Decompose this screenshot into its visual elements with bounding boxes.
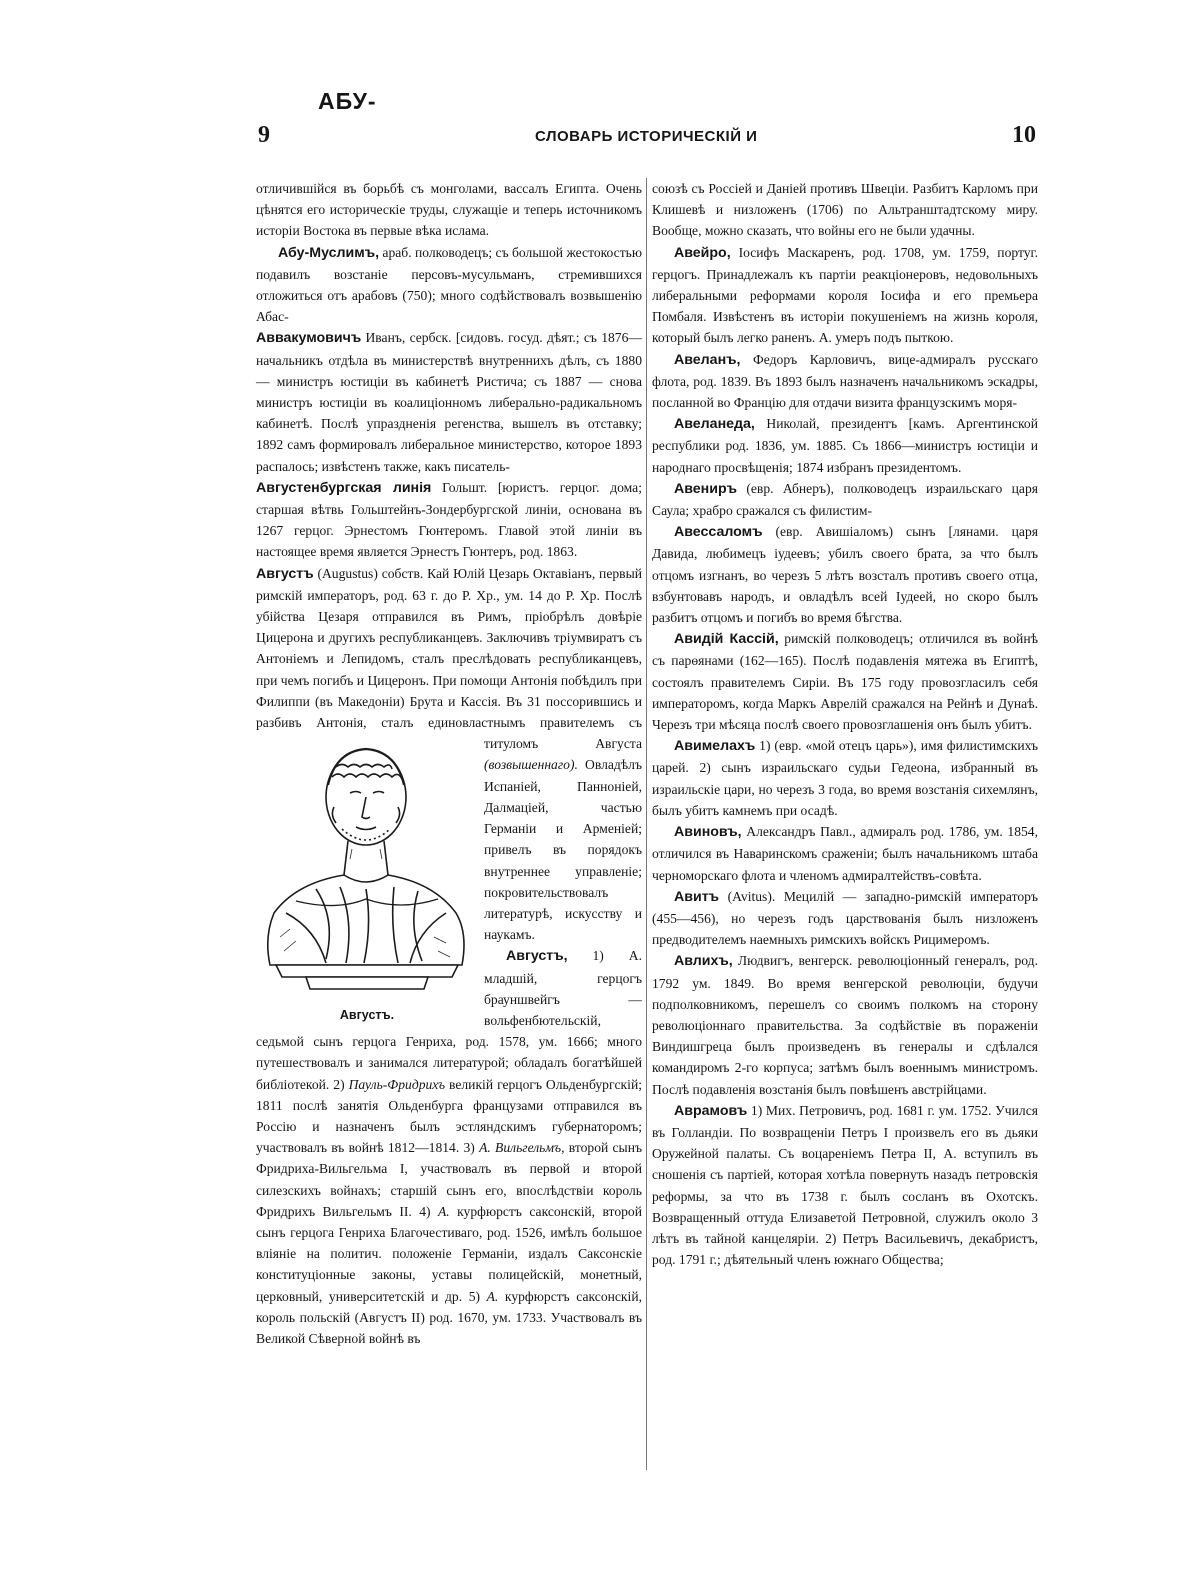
headword: Авимелахъ (674, 738, 756, 755)
headword: Августъ, (506, 948, 568, 965)
entry-text: курфюрстъ саксонскій, второй сынъ герцога Генриха Благочестиваго, род. 1526, имѣлъ большое вліяніе на политич. положеніе Германіи, издалъ Саксонскіе конституціонные законы, уставы полицейскій, монетный, церковный, университетскій и др. 5) (256, 1203, 642, 1304)
entry-text: курфюрстъ саксонскій, король польскій (Августъ II) род. 1670, ум. 1733. Участвовалъ въ Великой Сѣверной войнѣ въ (256, 1288, 642, 1346)
entry-avelaneda (652, 413, 1038, 478)
headword: Авейро, (674, 244, 731, 261)
entry-avidius-cassius (652, 628, 1038, 735)
entry-text: союзѣ съ Россіей и Даніей противъ Швеціи. Разбитъ Карломъ при Клишевѣ и низложенъ (1706) по Альтранштадтскому миру. Вообще, можно сказать, что войны его не были удачны. (652, 181, 1038, 239)
entry-text: Иванъ, сербск. [сидовъ. госуд. дѣят.; съ 1876—начальникъ отдѣла въ министерствѣ внутреннихъ дѣлъ, съ 1880 — министръ юстиціи въ кабинетѣ Ристича; съ 1887 — снова министръ юстиціи въ коалиціонномъ либерально-радикальномъ кабинетѣ. Послѣ упраздненія регенства, вышелъ въ отставку; 1892 самъ формировалъ либеральное министерство, которое 1893 распалось; извѣстенъ также, какъ писатель- (256, 330, 642, 474)
entry-text: римскій полководецъ; отличился въ войнѣ съ парѳянами (162—165). Послѣ подавленія мятежа въ Египтѣ, состоялъ правителемъ Сиріи. Въ 175 году провозгласилъ себя императоромъ, когда Маркъ Аврелій сражался на Рейнѣ и Дунаѣ. Черезъ три мѣсяца послѣ своего провозглашенія онъ былъ убитъ. (652, 631, 1038, 733)
entry-avramov (652, 1100, 1038, 1271)
entry-avimelakh (652, 735, 1038, 821)
augustus-bust-illustration (256, 737, 478, 999)
headword: Августенбургская линія (256, 479, 432, 496)
entry-abu-muslim (256, 242, 642, 328)
entry-text: 1) (евр. «мой отецъ царь»), имя филистимскихъ царей. 2) сынъ израильскаго судьи Гедеона, избранный въ израильскіе цари, но черезъ 3 года, во время возстанія сихемлянъ, былъ убитъ камнемъ при осадѣ. (652, 738, 1038, 818)
header-entry-word: АБУ- (318, 88, 377, 114)
entry-continued-abu (256, 178, 642, 242)
entry-text: великій герцогъ Ольденбургскій; 1811 послѣ занятія Ольденбурга французами отправился въ Россію и назначенъ былъ эстляндскимъ губернаторомъ; участвовалъ въ войнѣ 1812—1814. 3) (256, 1076, 642, 1156)
entry-italic: А. Вильгельмъ, (479, 1140, 565, 1156)
left-column (256, 178, 642, 1349)
headword: Августъ (256, 565, 314, 582)
entry-avvakumovich (256, 327, 642, 476)
entry-text: второй сынъ Фридриха-Вильгельма I, участвовалъ въ первой и второй силезскихъ войнахъ; старшій сынъ его, впослѣдствіи король Фридрихъ Вильгельмъ II. 4) (256, 1140, 642, 1219)
headword: Аврамовъ (674, 1102, 748, 1119)
entry-text: 1) Мих. Петровичъ, род. 1681 г. ум. 1752. Учился въ Голландіи. По возвращеніи Петръ I произвелъ его въ дьяки Оружейной палаты. Съ воцареніемъ Петра II, А. вступилъ въ сношенія съ партіей, которая хотѣла повернуть назадъ петровскія реформы, за что въ 1738 г. былъ сосланъ въ Охотскъ. Возвращенный оттуда Елизаветой Петровной, служилъ около 3 лѣтъ въ тайной канцеляріи. 2) Петръ Васильевичъ, декабристъ, род. 1791 г.; дѣятельный членъ южнаго Общества; (652, 1102, 1038, 1268)
page-number-right: 10 (1012, 122, 1036, 148)
entry-text: Александръ Павл., адмиралъ род. 1786, ум. 1854, отличился въ Наваринскомъ сраженіи; былъ начальникомъ штаба черноморскаго флота и членомъ адмиралтействъ-совѣта. (652, 824, 1038, 883)
entry-avelan (652, 349, 1038, 414)
entry-italic: (возвышеннаго). (484, 757, 578, 773)
headword: Авиновъ, (674, 824, 742, 841)
column-divider (646, 178, 647, 1470)
entry-text: (Augustus) собств. Кай Юлій Цезарь Октавіанъ, первый римскій императоръ, род. 63 г. до Р. Хр., ум. 14 до Р. Хр. Послѣ убійства Цезаря отправился въ Римъ, пріобрѣлъ довѣріе Цицерона и другихъ республиканцевъ. Заключивъ тріумвиратъ съ Антоніемъ и Лепидомъ, сталъ преслѣдовать республиканцевъ, при чемъ погибъ и Цицеронъ. При помощи Антонія побѣдилъ при Филиппи (въ Македоніи) Брута и Кассія. Въ 31 поссорившись и разбивъ Антонія, сталъ единовластнымъ правителемъ съ титуломъ Августа (256, 565, 642, 752)
entry-text: (Avitus). Мецилій — западно-римскій императоръ (455—456), но черезъ годъ царствованія былъ низложенъ предводителемъ наемныхъ римскихъ войскъ Рицимеромъ. (652, 888, 1038, 948)
entry-augustenburg-line (256, 477, 642, 563)
entry-text: Николай, президентъ [камъ. Аргентинской республики род. 1836, ум. 1885. Съ 1866—министръ юстиціи и народнаго просвѣщенія; 1874 избранъ президентомъ. (652, 416, 1038, 475)
entry-italic: А. (486, 1288, 499, 1304)
headword: Абу-Муслимъ, (278, 244, 380, 261)
headword: Авениръ (674, 480, 737, 497)
entry-italic: Пауль-Фридрихъ (348, 1076, 446, 1092)
running-title: СЛОВАРЬ ИСТОРИЧЕСКІЙ И (535, 128, 758, 145)
headword: Авлихъ, (674, 953, 733, 970)
entry-text: 1) А. младшій, герцогъ брауншвейгъ — вольфенбютельскій, седьмой сынъ герцога Генриха, род. 1578, ум. 1666; много путешествовалъ и занимался литературой; обладалъ богатѣйшей библіотекой. 2) (256, 948, 642, 1092)
headword: Авеланъ, (674, 351, 741, 368)
entry-italic: А. (438, 1203, 450, 1219)
entry-text: Гольшт. [юристъ. герцог. дома; старшая вѣтвь Гольштейнъ-Зондербургской линіи, основана въ 1267 герцог. Эрнестомъ Гюнтеромъ. Главой этой линіи въ настоящее время является Эрнестъ Гюнтеръ, род. 1863. (256, 479, 642, 560)
entry-text: отличившійся въ борьбѣ съ монголами, вассалъ Египта. Очень цѣнятся его историческіе труды, служащіе и теперь источникомъ исторіи Востока въ первые вѣка ислама. (256, 181, 642, 239)
right-column (652, 178, 1038, 1270)
entry-text: Людвигъ, венгерск. революціонный генералъ, род. 1792 ум. 1849. Во время венгерской революціи, будучи подполковникомъ, перешелъ со своимъ полкомъ на сторону революціоннаго правительства. За содѣйствіе въ пораженіи Виндишгреца былъ произведенъ въ генералы и сдѣлался командиромъ 2-го корпуса; затѣмъ былъ военнымъ министромъ. Послѣ подавленія возстанія былъ повѣшенъ австрійцами. (652, 953, 1038, 1097)
entry-text: араб. полководецъ; съ большой жестокостью подавилъ возстаніе персовъ-мусульманъ, стремившихся отложиться отъ арабовъ (750); много содѣйствовалъ возвышенію Абас- (256, 244, 643, 325)
entry-avenir (652, 478, 1038, 521)
headword: Авидій Кассій, (674, 631, 779, 648)
entry-text: (евр. Абнеръ), полководецъ израильскаго царя Саула; храбро сражался съ филистим- (652, 480, 1038, 519)
headword: Авитъ (674, 888, 719, 905)
entry-avit (652, 886, 1038, 951)
entry-aveiro (652, 242, 1038, 349)
headword: Аввакумовичъ (256, 330, 362, 347)
entry-continued-august (652, 178, 1038, 242)
entry-text: Овладѣлъ Испаніей, Панноніей, Далмаціей, частью Германіи и Арменіей; привелъ въ порядокъ внутреннее управленіе; покровительствовалъ литературѣ, искусству и наукамъ. (484, 757, 642, 943)
figure-caption: Августъ. (339, 1008, 395, 1023)
entry-avessalom (652, 521, 1038, 628)
entry-avinov (652, 821, 1038, 886)
page-number-left: 9 (258, 122, 270, 148)
entry-text: Федоръ Карловичъ, вице-адмиралъ русскаго флота, род. 1839. Въ 1893 былъ назначенъ начальникомъ эскадры, посланной во Францію для отдачи визита французскимъ моря- (652, 351, 1038, 411)
augustus-portrait-figure (256, 737, 478, 1027)
entry-text: (евр. Авишіаломъ) сынъ [лянами. царя Давида, любимецъ іудеевъ; убилъ своего брата, за что былъ отцомъ изгнанъ, во черезъ 5 лѣтъ возсталъ противъ своего отца, взбунтовавъ народъ, и овладѣлъ всей Іудеей, но скоро былъ разбитъ отцомъ и погибъ во время бѣгства. (652, 524, 1038, 626)
headword: Авессаломъ (674, 524, 763, 541)
entry-text: Іосифъ Маскаренъ, род. 1708, ум. 1759, португ. герцогъ. Принадлежалъ къ партіи реакціонеровъ, недовольныхъ либеральными реформами короля Іосифа и его премьера Помбаля. Извѣстенъ въ исторіи покушеніемъ на жизнь короля, который былъ легко раненъ. А. умеръ подъ пыткою. (652, 244, 1038, 346)
headword: Авеланеда, (674, 416, 755, 433)
entry-avlikh (652, 950, 1038, 1099)
